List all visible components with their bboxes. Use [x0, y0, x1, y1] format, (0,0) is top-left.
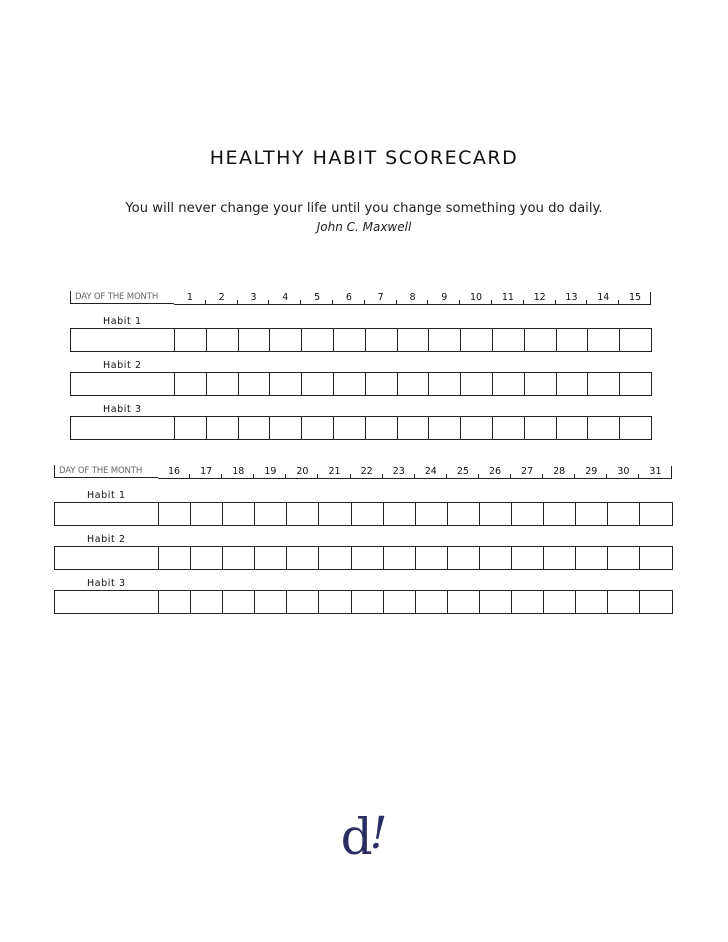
day-checkbox-cell[interactable]	[191, 591, 223, 613]
day-number: 12	[524, 291, 556, 305]
day-checkbox-cell[interactable]	[493, 417, 525, 439]
day-checkbox-cell[interactable]	[352, 591, 384, 613]
day-checkbox-cell[interactable]	[334, 373, 366, 395]
day-checkbox-cell[interactable]	[255, 547, 287, 569]
day-checkbox-cell[interactable]	[544, 591, 576, 613]
day-checkbox-cell[interactable]	[384, 547, 416, 569]
page-title: HEALTHY HABIT SCORECARD	[209, 147, 519, 169]
day-checkbox-cell[interactable]	[461, 417, 493, 439]
day-checkbox-cell[interactable]	[398, 373, 430, 395]
day-checkbox-cell[interactable]	[576, 503, 608, 525]
day-checkbox-cell[interactable]	[512, 503, 544, 525]
habit-name-cell[interactable]	[71, 373, 175, 395]
day-checkbox-cell[interactable]	[287, 547, 319, 569]
habit-label: Habit 1	[103, 316, 142, 327]
day-checkbox-cell[interactable]	[544, 503, 576, 525]
day-checkbox-cell[interactable]	[302, 417, 334, 439]
day-number: 7	[365, 291, 397, 305]
day-checkbox-cell[interactable]	[159, 503, 191, 525]
habit-name-cell[interactable]	[71, 329, 175, 351]
day-checkbox-cell[interactable]	[287, 591, 319, 613]
day-checkbox-cell[interactable]	[525, 417, 557, 439]
quote-text: You will never change your life until you change something you do daily.	[125, 201, 603, 216]
day-checkbox-cell[interactable]	[461, 373, 493, 395]
day-number: 30	[607, 465, 639, 479]
day-checkbox-cell[interactable]	[319, 547, 351, 569]
habit-tracking-row	[70, 416, 652, 440]
day-checkbox-cell[interactable]	[175, 329, 207, 351]
day-checkbox-cell[interactable]	[175, 417, 207, 439]
day-number: 10	[460, 291, 492, 305]
day-checkbox-cell[interactable]	[239, 329, 271, 351]
habit-name-cell[interactable]	[55, 591, 159, 613]
day-checkbox-cell[interactable]	[384, 503, 416, 525]
day-number: 2	[206, 291, 238, 305]
day-checkbox-cell[interactable]	[207, 373, 239, 395]
day-checkbox-cell[interactable]	[366, 329, 398, 351]
day-checkbox-cell[interactable]	[448, 503, 480, 525]
day-number: 1	[174, 291, 206, 305]
day-checkbox-cell[interactable]	[588, 417, 620, 439]
day-checkbox-cell[interactable]	[255, 591, 287, 613]
day-number: 27	[511, 465, 543, 479]
day-checkbox-cell[interactable]	[416, 503, 448, 525]
day-checkbox-cell[interactable]	[576, 547, 608, 569]
day-checkbox-cell[interactable]	[588, 329, 620, 351]
day-checkbox-cell[interactable]	[239, 373, 271, 395]
day-checkbox-cell[interactable]	[207, 417, 239, 439]
day-checkbox-cell[interactable]	[223, 591, 255, 613]
day-number: 13	[556, 291, 588, 305]
day-checkbox-cell[interactable]	[416, 547, 448, 569]
habit-label: Habit 2	[87, 534, 126, 545]
day-checkbox-cell[interactable]	[480, 591, 512, 613]
day-number: 17	[190, 465, 222, 479]
day-checkbox-cell[interactable]	[557, 417, 589, 439]
day-checkbox-cell[interactable]	[366, 373, 398, 395]
day-checkbox-cell[interactable]	[352, 547, 384, 569]
habit-tracking-row	[54, 502, 673, 526]
habit-tracking-row	[70, 328, 652, 352]
day-checkbox-cell[interactable]	[525, 373, 557, 395]
day-of-month-label: DAY OF THE MONTH	[54, 465, 158, 478]
day-number: 23	[383, 465, 415, 479]
quote-author: John C. Maxwell	[316, 220, 412, 234]
day-number: 9	[428, 291, 460, 305]
day-checkbox-cell[interactable]	[620, 373, 652, 395]
habit-name-cell[interactable]	[71, 417, 175, 439]
day-number: 15	[619, 291, 651, 305]
day-number: 18	[222, 465, 254, 479]
day-checkbox-cell[interactable]	[384, 591, 416, 613]
day-checkbox-cell[interactable]	[557, 329, 589, 351]
habit-tracking-row	[70, 372, 652, 396]
day-header-row	[70, 291, 651, 305]
day-checkbox-cell[interactable]	[512, 591, 544, 613]
day-checkbox-cell[interactable]	[493, 373, 525, 395]
day-checkbox-cell[interactable]	[480, 503, 512, 525]
day-number: 16	[158, 465, 190, 479]
day-number: 20	[286, 465, 318, 479]
day-number: 31	[639, 465, 671, 479]
habit-name-cell[interactable]	[55, 503, 159, 525]
day-of-month-label: DAY OF THE MONTH	[70, 291, 174, 304]
day-number: 5	[301, 291, 333, 305]
day-checkbox-cell[interactable]	[175, 373, 207, 395]
day-checkbox-cell[interactable]	[608, 591, 640, 613]
day-checkbox-cell[interactable]	[191, 503, 223, 525]
day-checkbox-cell[interactable]	[191, 547, 223, 569]
day-checkbox-cell[interactable]	[620, 417, 652, 439]
day-checkbox-cell[interactable]	[640, 503, 672, 525]
habit-tracking-row	[54, 546, 673, 570]
day-checkbox-cell[interactable]	[480, 547, 512, 569]
day-checkbox-cell[interactable]	[239, 417, 271, 439]
day-number: 24	[415, 465, 447, 479]
day-number: 3	[238, 291, 270, 305]
day-checkbox-cell[interactable]	[366, 417, 398, 439]
day-number: 6	[333, 291, 365, 305]
habit-label: Habit 3	[103, 404, 142, 415]
day-number: 22	[351, 465, 383, 479]
habit-tracking-row	[54, 590, 673, 614]
day-checkbox-cell[interactable]	[334, 329, 366, 351]
day-checkbox-cell[interactable]	[319, 591, 351, 613]
logo-letter: d	[340, 808, 373, 866]
day-checkbox-cell[interactable]	[448, 591, 480, 613]
habit-label: Habit 2	[103, 360, 142, 371]
day-checkbox-cell[interactable]	[620, 329, 652, 351]
day-checkbox-cell[interactable]	[398, 329, 430, 351]
day-checkbox-cell[interactable]	[223, 547, 255, 569]
day-checkbox-cell[interactable]	[223, 503, 255, 525]
day-number: 8	[397, 291, 429, 305]
day-checkbox-cell[interactable]	[159, 591, 191, 613]
day-checkbox-cell[interactable]	[640, 547, 672, 569]
day-checkbox-cell[interactable]	[270, 373, 302, 395]
day-number: 19	[254, 465, 286, 479]
day-checkbox-cell[interactable]	[512, 547, 544, 569]
brand-logo	[0, 808, 728, 869]
day-checkbox-cell[interactable]	[159, 547, 191, 569]
day-checkbox-cell[interactable]	[544, 547, 576, 569]
day-checkbox-cell[interactable]	[493, 329, 525, 351]
day-number: 29	[575, 465, 607, 479]
day-number: 26	[479, 465, 511, 479]
day-checkbox-cell[interactable]	[302, 373, 334, 395]
habit-name-cell[interactable]	[55, 547, 159, 569]
day-checkbox-cell[interactable]	[429, 417, 461, 439]
day-checkbox-cell[interactable]	[557, 373, 589, 395]
day-checkbox-cell[interactable]	[270, 329, 302, 351]
day-number: 11	[492, 291, 524, 305]
logo-exclamation: !	[369, 808, 388, 859]
habit-label: Habit 3	[87, 578, 126, 589]
day-checkbox-cell[interactable]	[287, 503, 319, 525]
day-header-row	[54, 465, 672, 479]
day-checkbox-cell[interactable]	[398, 417, 430, 439]
day-checkbox-cell[interactable]	[270, 417, 302, 439]
day-checkbox-cell[interactable]	[352, 503, 384, 525]
day-checkbox-cell[interactable]	[319, 503, 351, 525]
day-checkbox-cell[interactable]	[255, 503, 287, 525]
day-number: 25	[447, 465, 479, 479]
day-checkbox-cell[interactable]	[207, 329, 239, 351]
day-number: 28	[543, 465, 575, 479]
day-checkbox-cell[interactable]	[588, 373, 620, 395]
day-checkbox-cell[interactable]	[608, 547, 640, 569]
day-checkbox-cell[interactable]	[416, 591, 448, 613]
day-checkbox-cell[interactable]	[576, 591, 608, 613]
day-checkbox-cell[interactable]	[302, 329, 334, 351]
day-checkbox-cell[interactable]	[640, 591, 672, 613]
day-checkbox-cell[interactable]	[429, 373, 461, 395]
habit-label: Habit 1	[87, 490, 126, 501]
day-checkbox-cell[interactable]	[334, 417, 366, 439]
day-checkbox-cell[interactable]	[448, 547, 480, 569]
day-checkbox-cell[interactable]	[608, 503, 640, 525]
day-number: 14	[587, 291, 619, 305]
day-checkbox-cell[interactable]	[525, 329, 557, 351]
day-number: 4	[269, 291, 301, 305]
day-checkbox-cell[interactable]	[461, 329, 493, 351]
day-checkbox-cell[interactable]	[429, 329, 461, 351]
day-number: 21	[318, 465, 350, 479]
